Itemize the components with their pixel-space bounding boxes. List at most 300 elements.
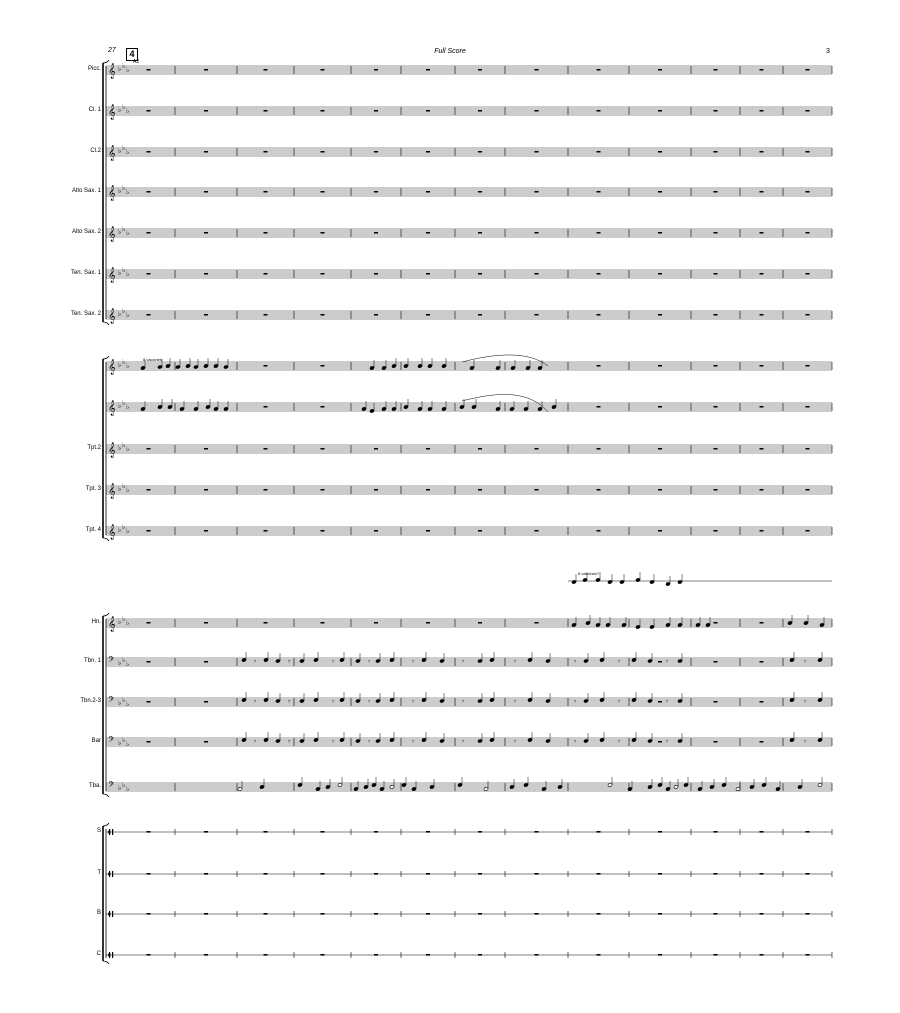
tuba-note bbox=[260, 785, 265, 789]
horn-note bbox=[596, 623, 601, 627]
flat-sign: ♭ bbox=[118, 402, 122, 410]
whole-rest bbox=[478, 873, 482, 875]
tpt1-upper-note bbox=[470, 366, 475, 370]
whole-rest bbox=[760, 622, 764, 624]
whole-rest bbox=[321, 151, 325, 153]
whole-rest bbox=[204, 110, 208, 112]
brass-note bbox=[648, 699, 653, 703]
whole-rest bbox=[714, 232, 718, 234]
flat-sign: ♭ bbox=[122, 358, 126, 366]
whole-rest bbox=[658, 232, 662, 234]
percussion-clef-bar bbox=[112, 871, 113, 877]
whole-rest bbox=[478, 151, 482, 153]
tpt1-lower-note bbox=[194, 407, 199, 411]
whole-rest bbox=[714, 622, 718, 624]
whole-rest bbox=[426, 831, 430, 833]
tpt1-lower-note bbox=[472, 405, 477, 409]
whole-rest bbox=[204, 191, 208, 193]
whole-rest bbox=[264, 273, 268, 275]
instrument-label-21: C bbox=[96, 951, 101, 957]
tuba-note bbox=[390, 785, 395, 789]
brass-note bbox=[490, 738, 495, 742]
whole-rest bbox=[658, 151, 662, 153]
whole-rest bbox=[535, 69, 539, 71]
brass-note bbox=[390, 738, 395, 742]
tuba-note bbox=[722, 783, 727, 787]
whole-rest bbox=[597, 191, 601, 193]
brass-note bbox=[300, 739, 305, 743]
brass-note bbox=[584, 659, 589, 663]
treble-clef: 𝄞 bbox=[108, 64, 116, 79]
eighth-rest: 𝄾 bbox=[514, 738, 516, 746]
whole-rest bbox=[426, 622, 430, 624]
instrument-label-0: Picc. bbox=[87, 66, 101, 72]
whole-rest bbox=[264, 314, 268, 316]
flat-sign: ♭ bbox=[122, 103, 126, 111]
brass-note bbox=[584, 739, 589, 743]
whole-rest bbox=[374, 622, 378, 624]
brass-note bbox=[422, 658, 427, 662]
whole-rest bbox=[374, 232, 378, 234]
whole-rest bbox=[478, 954, 482, 956]
whole-rest bbox=[806, 314, 810, 316]
whole-rest bbox=[204, 831, 208, 833]
whole-rest bbox=[535, 273, 539, 275]
tuba-note bbox=[750, 785, 755, 789]
whole-rest bbox=[658, 873, 662, 875]
bass-clef: 𝄢 bbox=[108, 696, 115, 707]
tpt1-lower-note bbox=[496, 407, 501, 411]
cue-note bbox=[583, 578, 588, 582]
tuba-note bbox=[710, 785, 715, 789]
brass-note bbox=[478, 659, 483, 663]
eighth-rest: 𝄾 bbox=[514, 698, 516, 706]
whole-rest bbox=[535, 232, 539, 234]
tuba-note bbox=[674, 785, 679, 789]
whole-rest bbox=[147, 489, 151, 491]
flat-sign: ♭ bbox=[126, 148, 130, 156]
tpt1-upper-note bbox=[214, 364, 219, 368]
whole-rest bbox=[658, 273, 662, 275]
flat-sign: ♭ bbox=[126, 445, 130, 453]
whole-rest bbox=[760, 406, 764, 408]
eighth-rest: 𝄾 bbox=[574, 738, 576, 746]
flat-sign: ♭ bbox=[118, 784, 122, 792]
whole-rest bbox=[597, 489, 601, 491]
brass-note bbox=[264, 698, 269, 702]
whole-rest bbox=[535, 489, 539, 491]
flat-sign: ♭ bbox=[118, 659, 122, 667]
whole-rest bbox=[264, 489, 268, 491]
tpt1-upper-note bbox=[370, 366, 375, 370]
whole-rest bbox=[204, 489, 208, 491]
whole-rest bbox=[658, 701, 662, 703]
whole-rest bbox=[264, 530, 268, 532]
flat-sign: ♭ bbox=[118, 618, 122, 626]
whole-rest bbox=[321, 110, 325, 112]
whole-rest bbox=[714, 489, 718, 491]
whole-rest bbox=[597, 314, 601, 316]
tuba-note bbox=[316, 787, 321, 791]
brass-bracket bbox=[103, 794, 109, 797]
whole-rest bbox=[760, 913, 764, 915]
whole-rest bbox=[760, 530, 764, 532]
whole-rest bbox=[760, 69, 764, 71]
whole-rest bbox=[374, 314, 378, 316]
eighth-rest: 𝄾 bbox=[804, 658, 806, 666]
tuba-note bbox=[484, 787, 489, 791]
tpt1-upper-note bbox=[392, 364, 397, 368]
flat-sign: ♭ bbox=[118, 361, 122, 369]
brass-note bbox=[314, 658, 319, 662]
whole-rest bbox=[760, 701, 764, 703]
instrument-label-3: Alto Sax. 1 bbox=[71, 188, 101, 194]
horn-note bbox=[678, 623, 683, 627]
tuba-note bbox=[798, 785, 803, 789]
whole-rest bbox=[321, 314, 325, 316]
eighth-rest: 𝄾 bbox=[574, 658, 576, 666]
whole-rest bbox=[321, 873, 325, 875]
whole-rest bbox=[426, 314, 430, 316]
hn-solo-annotation: 8 vaccines? bbox=[578, 571, 600, 576]
tuba-note bbox=[338, 783, 343, 787]
instrument-label-10: Tpt. 3 bbox=[85, 486, 101, 492]
tpt1-lower-note bbox=[362, 407, 367, 411]
whole-rest bbox=[658, 954, 662, 956]
whole-rest bbox=[535, 873, 539, 875]
brass-note bbox=[276, 659, 281, 663]
treble-clef: 𝄞 bbox=[108, 105, 116, 120]
whole-rest bbox=[426, 232, 430, 234]
tpt1-lower-note bbox=[552, 405, 557, 409]
instrument-label-15: Tbn.2-3 bbox=[80, 698, 101, 704]
cue-note bbox=[608, 580, 613, 584]
horn-note bbox=[666, 623, 671, 627]
eighth-rest: 𝄾 bbox=[254, 698, 256, 706]
tpt1-upper-note bbox=[428, 364, 433, 368]
flat-sign: ♭ bbox=[122, 656, 126, 664]
tpt-solo-annotation: 8 vaccines bbox=[143, 357, 162, 362]
whole-rest bbox=[147, 913, 151, 915]
tuba-note bbox=[364, 785, 369, 789]
eighth-rest: 𝄾 bbox=[288, 738, 290, 746]
whole-rest bbox=[760, 831, 764, 833]
whole-rest bbox=[714, 873, 718, 875]
percussion-clef-bar bbox=[109, 871, 110, 877]
brass-note bbox=[528, 738, 533, 742]
tpt1-lower-note bbox=[524, 407, 529, 411]
whole-rest bbox=[147, 831, 151, 833]
tpt1-lower-note bbox=[382, 407, 387, 411]
tuba-note bbox=[666, 787, 671, 791]
tuba-note bbox=[818, 783, 823, 787]
woodwind-bracket bbox=[103, 60, 109, 63]
whole-rest bbox=[147, 232, 151, 234]
whole-rest bbox=[806, 273, 810, 275]
whole-rest bbox=[147, 273, 151, 275]
whole-rest bbox=[806, 69, 810, 71]
brass-note bbox=[648, 659, 653, 663]
whole-rest bbox=[658, 831, 662, 833]
whole-rest bbox=[264, 873, 268, 875]
eighth-rest: 𝄾 bbox=[368, 698, 370, 706]
whole-rest bbox=[597, 110, 601, 112]
whole-rest bbox=[535, 530, 539, 532]
flat-sign: ♭ bbox=[122, 696, 126, 704]
brass-note bbox=[314, 698, 319, 702]
horn-note bbox=[788, 621, 793, 625]
bass-clef: 𝄢 bbox=[108, 781, 115, 792]
eighth-rest: 𝄾 bbox=[254, 658, 256, 666]
flat-sign: ♭ bbox=[126, 403, 130, 411]
eighth-rest: 𝄾 bbox=[332, 698, 334, 706]
brass-note bbox=[648, 739, 653, 743]
brass-note bbox=[376, 699, 381, 703]
instrument-label-4: Alto Sax. 2 bbox=[71, 229, 101, 235]
whole-rest bbox=[714, 69, 718, 71]
tuba-note bbox=[524, 783, 529, 787]
eighth-rest: 𝄾 bbox=[514, 658, 516, 666]
whole-rest bbox=[147, 110, 151, 112]
brass-note bbox=[546, 739, 551, 743]
whole-rest bbox=[535, 151, 539, 153]
tuba-note bbox=[762, 783, 767, 787]
tpt1-upper-note bbox=[404, 364, 409, 368]
brass-note bbox=[340, 738, 345, 742]
percussion-clef-bar bbox=[109, 911, 110, 917]
brass-note bbox=[632, 698, 637, 702]
tpt1-lower-note bbox=[510, 407, 515, 411]
flat-sign: ♭ bbox=[118, 699, 122, 707]
brass-note bbox=[440, 739, 445, 743]
whole-rest bbox=[597, 365, 601, 367]
tpt1-lower-note bbox=[428, 407, 433, 411]
whole-rest bbox=[535, 913, 539, 915]
brass-note bbox=[790, 658, 795, 662]
treble-clef: 𝄞 bbox=[108, 146, 116, 161]
flat-sign: ♭ bbox=[126, 486, 130, 494]
flat-sign: ♭ bbox=[118, 187, 122, 195]
tpt1-lower-note bbox=[392, 407, 397, 411]
treble-clef: 𝄞 bbox=[108, 617, 116, 632]
tpt1-upper-note bbox=[194, 365, 199, 369]
whole-rest bbox=[204, 273, 208, 275]
whole-rest bbox=[321, 191, 325, 193]
whole-rest bbox=[714, 151, 718, 153]
treble-clef: 𝄞 bbox=[108, 227, 116, 242]
whole-rest bbox=[321, 273, 325, 275]
flat-sign: ♭ bbox=[122, 399, 126, 407]
flat-sign: ♭ bbox=[122, 441, 126, 449]
tpt1-lower-note bbox=[206, 405, 211, 409]
whole-rest bbox=[204, 873, 208, 875]
eighth-rest: 𝄾 bbox=[666, 698, 668, 706]
flat-sign: ♭ bbox=[126, 700, 130, 708]
flat-sign: ♭ bbox=[126, 362, 130, 370]
whole-rest bbox=[806, 913, 810, 915]
brass-note bbox=[600, 738, 605, 742]
treble-clef: 𝄞 bbox=[108, 360, 116, 375]
brass-note bbox=[242, 658, 247, 662]
whole-rest bbox=[426, 273, 430, 275]
brass-note bbox=[632, 738, 637, 742]
tpt1-upper-note bbox=[382, 366, 387, 370]
brass-note bbox=[818, 698, 823, 702]
whole-rest bbox=[658, 489, 662, 491]
tuba-note bbox=[542, 787, 547, 791]
whole-rest bbox=[597, 69, 601, 71]
tpt1-upper-note bbox=[158, 365, 163, 369]
flat-sign: ♭ bbox=[126, 527, 130, 535]
whole-rest bbox=[597, 954, 601, 956]
whole-rest bbox=[374, 489, 378, 491]
whole-rest bbox=[597, 406, 601, 408]
tpt1-upper-note bbox=[496, 366, 501, 370]
tuba-note bbox=[402, 783, 407, 787]
whole-rest bbox=[658, 913, 662, 915]
whole-rest bbox=[321, 913, 325, 915]
horn-note bbox=[606, 623, 611, 627]
tuba-note bbox=[776, 787, 781, 791]
whole-rest bbox=[478, 913, 482, 915]
whole-rest bbox=[714, 530, 718, 532]
whole-rest bbox=[760, 954, 764, 956]
horn-note bbox=[804, 621, 809, 625]
instrument-label-14: Tbn. 1 bbox=[83, 658, 101, 664]
percussion-bracket bbox=[103, 823, 109, 826]
whole-rest bbox=[147, 622, 151, 624]
eighth-rest: 𝄾 bbox=[666, 658, 668, 666]
brass-note bbox=[314, 738, 319, 742]
tpt1-upper-note bbox=[511, 366, 516, 370]
whole-rest bbox=[204, 448, 208, 450]
whole-rest bbox=[806, 831, 810, 833]
eighth-rest: 𝄾 bbox=[332, 738, 334, 746]
whole-rest bbox=[321, 232, 325, 234]
brass-note bbox=[600, 698, 605, 702]
whole-rest bbox=[374, 110, 378, 112]
whole-rest bbox=[714, 110, 718, 112]
flat-sign: ♭ bbox=[118, 228, 122, 236]
tpt1-upper-note bbox=[538, 366, 543, 370]
whole-rest bbox=[147, 314, 151, 316]
tuba-note bbox=[372, 783, 377, 787]
tpt1-lower-note bbox=[538, 407, 543, 411]
flat-sign: ♭ bbox=[122, 482, 126, 490]
instrument-label-16: Bar bbox=[91, 738, 101, 744]
whole-rest bbox=[147, 873, 151, 875]
whole-rest bbox=[714, 314, 718, 316]
whole-rest bbox=[264, 622, 268, 624]
whole-rest bbox=[204, 530, 208, 532]
eighth-rest: 𝄾 bbox=[412, 658, 414, 666]
tpt1-lower-note bbox=[180, 407, 185, 411]
whole-rest bbox=[264, 831, 268, 833]
whole-rest bbox=[760, 873, 764, 875]
tpt1-upper-note bbox=[176, 365, 181, 369]
flat-sign: ♭ bbox=[122, 266, 126, 274]
cue-note bbox=[572, 580, 577, 584]
rehearsal-mark: 4 bbox=[126, 48, 138, 61]
whole-rest bbox=[264, 448, 268, 450]
tpt1-upper-note bbox=[526, 366, 531, 370]
whole-rest bbox=[374, 273, 378, 275]
whole-rest bbox=[321, 622, 325, 624]
eighth-rest: 𝄾 bbox=[804, 738, 806, 746]
whole-rest bbox=[597, 913, 601, 915]
brass-note bbox=[276, 739, 281, 743]
flat-sign: ♭ bbox=[126, 270, 130, 278]
instrument-label-20: B bbox=[96, 910, 101, 916]
eighth-rest: 𝄾 bbox=[368, 738, 370, 746]
tuba-note bbox=[698, 787, 703, 791]
whole-rest bbox=[426, 191, 430, 193]
instrument-label-5: Ten. Sax. 1 bbox=[70, 270, 101, 276]
brass-note bbox=[490, 658, 495, 662]
whole-rest bbox=[321, 831, 325, 833]
eighth-rest: 𝄾 bbox=[412, 698, 414, 706]
whole-rest bbox=[264, 69, 268, 71]
whole-rest bbox=[426, 873, 430, 875]
whole-rest bbox=[478, 530, 482, 532]
whole-rest bbox=[374, 913, 378, 915]
whole-rest bbox=[658, 741, 662, 743]
brass-note bbox=[546, 659, 551, 663]
instrument-label-19: T bbox=[97, 870, 101, 876]
tpt1-upper-note bbox=[418, 364, 423, 368]
brass-note bbox=[490, 698, 495, 702]
whole-rest bbox=[658, 661, 662, 663]
instrument-label-17: Tba. bbox=[88, 783, 101, 789]
tpt1-lower-note bbox=[418, 407, 423, 411]
whole-rest bbox=[535, 191, 539, 193]
tuba-note bbox=[658, 783, 663, 787]
flat-sign: ♭ bbox=[126, 229, 130, 237]
flat-sign: ♭ bbox=[122, 736, 126, 744]
whole-rest bbox=[714, 701, 718, 703]
whole-rest bbox=[806, 406, 810, 408]
whole-rest bbox=[147, 701, 151, 703]
whole-rest bbox=[426, 110, 430, 112]
brass-note bbox=[264, 738, 269, 742]
whole-rest bbox=[321, 406, 325, 408]
brass-note bbox=[440, 699, 445, 703]
whole-rest bbox=[478, 232, 482, 234]
whole-rest bbox=[321, 530, 325, 532]
whole-rest bbox=[264, 110, 268, 112]
flat-sign: ♭ bbox=[122, 144, 126, 152]
whole-rest bbox=[714, 954, 718, 956]
eighth-rest: 𝄾 bbox=[462, 698, 464, 706]
whole-rest bbox=[426, 448, 430, 450]
whole-rest bbox=[147, 69, 151, 71]
percussion-clef-bar bbox=[112, 952, 113, 958]
whole-rest bbox=[426, 954, 430, 956]
tuba-note bbox=[510, 785, 515, 789]
flat-sign: ♭ bbox=[122, 615, 126, 623]
whole-rest bbox=[204, 151, 208, 153]
whole-rest bbox=[760, 191, 764, 193]
whole-rest bbox=[760, 151, 764, 153]
whole-rest bbox=[806, 191, 810, 193]
eighth-rest: 𝄾 bbox=[574, 698, 576, 706]
brass-note bbox=[340, 658, 345, 662]
tpt1-upper-note bbox=[204, 364, 209, 368]
whole-rest bbox=[147, 954, 151, 956]
trumpet-bracket bbox=[103, 356, 109, 359]
flat-sign: ♭ bbox=[126, 785, 130, 793]
horn-note bbox=[820, 623, 825, 627]
